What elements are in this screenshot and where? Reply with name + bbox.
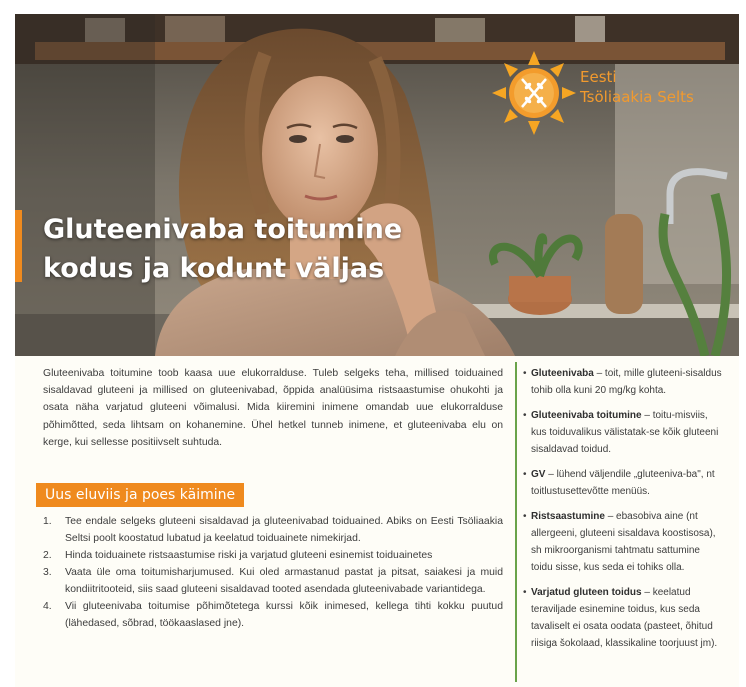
page-title-line-2: kodus ja kodunt väljas [43,253,385,284]
title-accent-bar [15,210,22,282]
intro-paragraph: Gluteenivaba toitumine toob kaasa uue elukorralduse. Tuleb selgeks teha, millised toiduained sisaldavad gluteeni ja millised on gluteenivabad, õppida analüüsima ristsaastumise ohukohti ja osata näha varjatud gluteeni võimalusi. Mida kiiremini inimene omandab uue elukorralduse põhimõtted, seda lihtsam on kohanemine. Ühel hetkel tunneb inimene, et gluteenivaba elu on kerge, kui sellesse positiivselt suhtuda. [43,368,503,448]
column-divider [515,362,517,682]
society-logo [488,50,718,136]
glossary-list [523,365,723,660]
logo-text [580,67,694,107]
glossary-item [523,407,723,458]
list-item-text: Vii gluteenivaba toitumise põhimõtetega kurssi kõik inimesed, kellega tihti kokku puutud (lähedased, sõbrad, töökaaslased jne). [65,601,503,629]
list-item [43,513,503,547]
section-heading: Uus eluviis ja poes käimine [36,483,244,507]
glossary-item [523,365,723,399]
glossary-definition: – toitu-misviis, kus toiduvalikus välistatak-se kõik gluteeni sisaldavad toidud. [531,410,719,455]
glossary-item [523,508,723,576]
glossary-definition: – ebasobiva aine (nt allergeeni, gluteeni sisaldava koostisosa), sh mikroorganismi tahtmatu sattumine toidu sisse, kus seda ei tohiks olla. [531,511,716,573]
glossary-term: Gluteenivaba [531,368,594,379]
logo-text-line-2: Tsöliaakia Selts [580,88,694,106]
glossary-definition: – lühend väljendile „gluteeniva-ba", nt toitlustusettevõtte menüüs. [531,469,715,497]
glossary-term: Gluteenivaba toitumine [531,410,642,421]
sun-wheat-icon [488,50,580,136]
list-item [43,564,503,598]
glossary-definition: – toit, mille gluteeni-sisaldus tohib olla kuni 20 mg/kg kohta. [531,368,722,396]
list-item-text: Hinda toiduainete ristsaastumise riski ja varjatud gluteeni esinemist toiduainetes [65,550,433,561]
glossary-definition: – keelatud teraviljade esinemine toidus, kus seda tavaliselt ei osata oodata (pasteet, õhitud riisiga šokolaad, klassikaline toorjuust jm). [531,587,718,649]
list-item [43,598,503,632]
page-title-line-1: Gluteenivaba toitumine [43,214,403,245]
list-item-number: 4. [43,601,52,612]
list-item-number: 1. [43,516,52,527]
page-title [43,210,523,288]
glossary-term: Varjatud gluteen toidus [531,587,642,598]
list-item-number: 3. [43,567,52,578]
list-item-text: Vaata üle oma toitumisharjumused. Kui oled armastanud pastat ja pitsat, saiakesi ja muid kondiitritooteid, siis saad gluteeni sisaldavad tooted asendada gluteenivabade variantidega. [65,567,503,595]
glossary-term: Ristsaastumine [531,511,605,522]
list-item-text: Tee endale selgeks gluteeni sisaldavad ja gluteenivabad toiduained. Abiks on Eesti Tsöliaakia Seltsi poolt koostatud lubatud ja keelatud toiduainete nimekirjad. [65,516,503,544]
logo-text-line-1: Eesti [580,68,617,86]
glossary-item [523,466,723,500]
list-item-number: 2. [43,550,52,561]
steps-list [43,513,503,632]
glossary-item [523,584,723,652]
glossary-term: GV [531,469,546,480]
list-item [43,547,503,564]
